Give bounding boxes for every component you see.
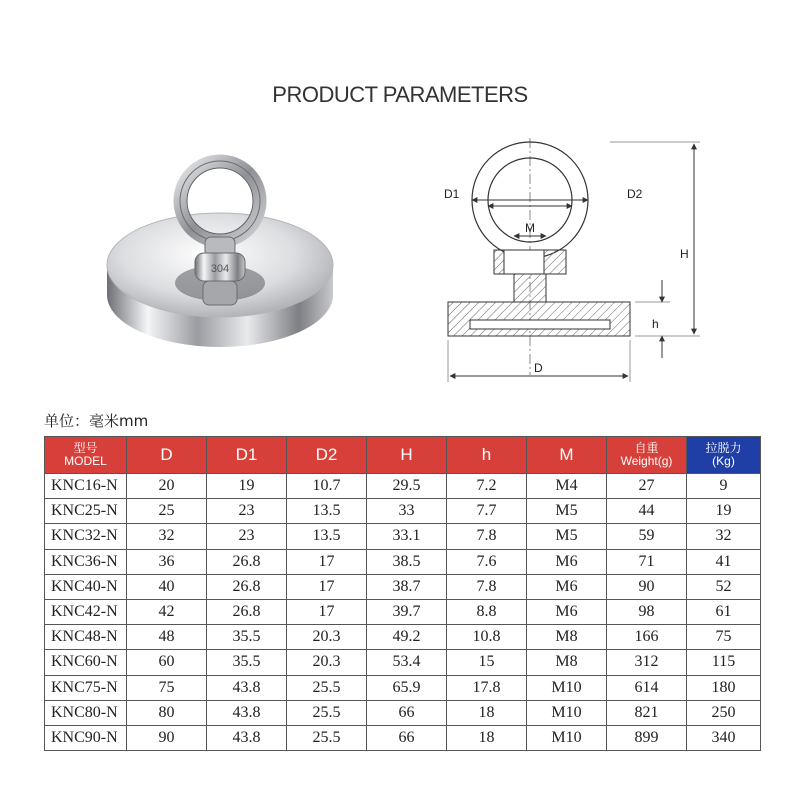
label-h-base: h [652, 317, 659, 331]
cell-d2: 13.5 [287, 524, 367, 549]
cell-h-base: 17.8 [447, 675, 527, 700]
header-d1: D1 [207, 437, 287, 474]
cell-m: M10 [527, 725, 607, 750]
cell-d2: 13.5 [287, 499, 367, 524]
cell-m: M5 [527, 499, 607, 524]
cell-h-base: 10.8 [447, 625, 527, 650]
cell-m: M6 [527, 574, 607, 599]
label-d2: D2 [627, 187, 643, 201]
cell-d2: 10.7 [287, 474, 367, 499]
cell-model: KNC36-N [45, 549, 127, 574]
eyebolt-marking: 304 [210, 263, 230, 275]
cell-weight: 98 [607, 599, 687, 624]
cell-model: KNC60-N [45, 650, 127, 675]
header-d2: D2 [287, 437, 367, 474]
cell-d: 80 [127, 700, 207, 725]
cell-pull-force: 9 [687, 474, 761, 499]
cell-weight: 166 [607, 625, 687, 650]
header-weight: 自重 Weight(g) [607, 437, 687, 474]
cell-model: KNC48-N [45, 625, 127, 650]
cell-model: KNC80-N [45, 700, 127, 725]
table-row [45, 474, 761, 499]
cell-d2: 25.5 [287, 725, 367, 750]
table-row [45, 700, 761, 725]
cell-h-total: 66 [367, 700, 447, 725]
header-model: 型号 MODEL [45, 437, 127, 474]
header-m: M [527, 437, 607, 474]
cell-d1: 43.8 [207, 700, 287, 725]
cell-pull-force: 115 [687, 650, 761, 675]
cell-model: KNC40-N [45, 574, 127, 599]
cell-h-base: 8.8 [447, 599, 527, 624]
cell-d1: 26.8 [207, 599, 287, 624]
label-h-total: H [680, 247, 689, 261]
cell-m: M10 [527, 675, 607, 700]
cell-m: M8 [527, 625, 607, 650]
table-row [45, 574, 761, 599]
cell-weight: 44 [607, 499, 687, 524]
cell-d: 75 [127, 675, 207, 700]
cell-h-base: 18 [447, 725, 527, 750]
cell-h-total: 29.5 [367, 474, 447, 499]
cell-h-base: 7.2 [447, 474, 527, 499]
cell-h-base: 7.7 [447, 499, 527, 524]
table-header-row [45, 437, 761, 474]
cell-m: M5 [527, 524, 607, 549]
cell-d2: 20.3 [287, 650, 367, 675]
cell-h-base: 7.8 [447, 574, 527, 599]
cell-model: KNC25-N [45, 499, 127, 524]
cell-d: 20 [127, 474, 207, 499]
cell-d2: 17 [287, 574, 367, 599]
cell-model: KNC90-N [45, 725, 127, 750]
cell-model: KNC75-N [45, 675, 127, 700]
table-body [45, 474, 761, 751]
cell-model: KNC16-N [45, 474, 127, 499]
cell-pull-force: 250 [687, 700, 761, 725]
cell-d: 36 [127, 549, 207, 574]
cell-m: M6 [527, 549, 607, 574]
cell-weight: 59 [607, 524, 687, 549]
dimension-diagram [430, 130, 730, 385]
cell-h-total: 33 [367, 499, 447, 524]
cell-h-total: 38.7 [367, 574, 447, 599]
cell-d2: 17 [287, 549, 367, 574]
table-row [45, 650, 761, 675]
label-d: D [534, 361, 543, 375]
cell-d: 25 [127, 499, 207, 524]
cell-d2: 17 [287, 599, 367, 624]
cell-pull-force: 180 [687, 675, 761, 700]
cell-h-base: 7.8 [447, 524, 527, 549]
header-h-total: H [367, 437, 447, 474]
cell-d: 32 [127, 524, 207, 549]
cell-pull-force: 19 [687, 499, 761, 524]
cell-pull-force: 32 [687, 524, 761, 549]
cell-h-total: 33.1 [367, 524, 447, 549]
unit-label: 单位：毫米mm [44, 412, 149, 430]
table-row [45, 549, 761, 574]
table-row [45, 725, 761, 750]
table-row [45, 599, 761, 624]
product-photo [95, 145, 345, 390]
cell-d: 48 [127, 625, 207, 650]
table-row [45, 524, 761, 549]
header-pull-force: 拉脱力 (Kg) [687, 437, 761, 474]
cell-h-base: 7.6 [447, 549, 527, 574]
base-plate [448, 302, 630, 336]
table-row [45, 675, 761, 700]
cell-weight: 821 [607, 700, 687, 725]
cell-h-total: 66 [367, 725, 447, 750]
cell-h-base: 15 [447, 650, 527, 675]
cell-weight: 614 [607, 675, 687, 700]
cell-m: M6 [527, 599, 607, 624]
header-d: D [127, 437, 207, 474]
cell-m: M10 [527, 700, 607, 725]
cell-m: M4 [527, 474, 607, 499]
cell-d1: 26.8 [207, 574, 287, 599]
label-d1: D1 [444, 187, 460, 201]
label-m: M [525, 221, 535, 235]
cell-d1: 43.8 [207, 675, 287, 700]
cell-weight: 27 [607, 474, 687, 499]
cell-d2: 25.5 [287, 675, 367, 700]
cell-pull-force: 52 [687, 574, 761, 599]
cell-d: 40 [127, 574, 207, 599]
header-h-base: h [447, 437, 527, 474]
cell-d1: 23 [207, 499, 287, 524]
cell-d2: 20.3 [287, 625, 367, 650]
cell-h-total: 53.4 [367, 650, 447, 675]
parameters-table [44, 436, 761, 751]
cell-weight: 312 [607, 650, 687, 675]
cell-h-total: 38.5 [367, 549, 447, 574]
cell-weight: 899 [607, 725, 687, 750]
cell-weight: 90 [607, 574, 687, 599]
table-row [45, 625, 761, 650]
cell-model: KNC32-N [45, 524, 127, 549]
cell-pull-force: 75 [687, 625, 761, 650]
cell-d1: 23 [207, 524, 287, 549]
cell-m: M8 [527, 650, 607, 675]
cell-pull-force: 340 [687, 725, 761, 750]
cell-weight: 71 [607, 549, 687, 574]
cell-d1: 35.5 [207, 625, 287, 650]
cell-d: 60 [127, 650, 207, 675]
cell-d1: 19 [207, 474, 287, 499]
cell-d2: 25.5 [287, 700, 367, 725]
cell-pull-force: 61 [687, 599, 761, 624]
cell-d1: 35.5 [207, 650, 287, 675]
cell-d: 90 [127, 725, 207, 750]
cell-h-total: 65.9 [367, 675, 447, 700]
cell-pull-force: 41 [687, 549, 761, 574]
cell-d1: 43.8 [207, 725, 287, 750]
table-row [45, 499, 761, 524]
cell-model: KNC42-N [45, 599, 127, 624]
page-title: PRODUCT PARAMETERS [272, 82, 528, 107]
cell-h-total: 39.7 [367, 599, 447, 624]
cell-d1: 26.8 [207, 549, 287, 574]
cell-d: 42 [127, 599, 207, 624]
cell-h-base: 18 [447, 700, 527, 725]
cell-h-total: 49.2 [367, 625, 447, 650]
